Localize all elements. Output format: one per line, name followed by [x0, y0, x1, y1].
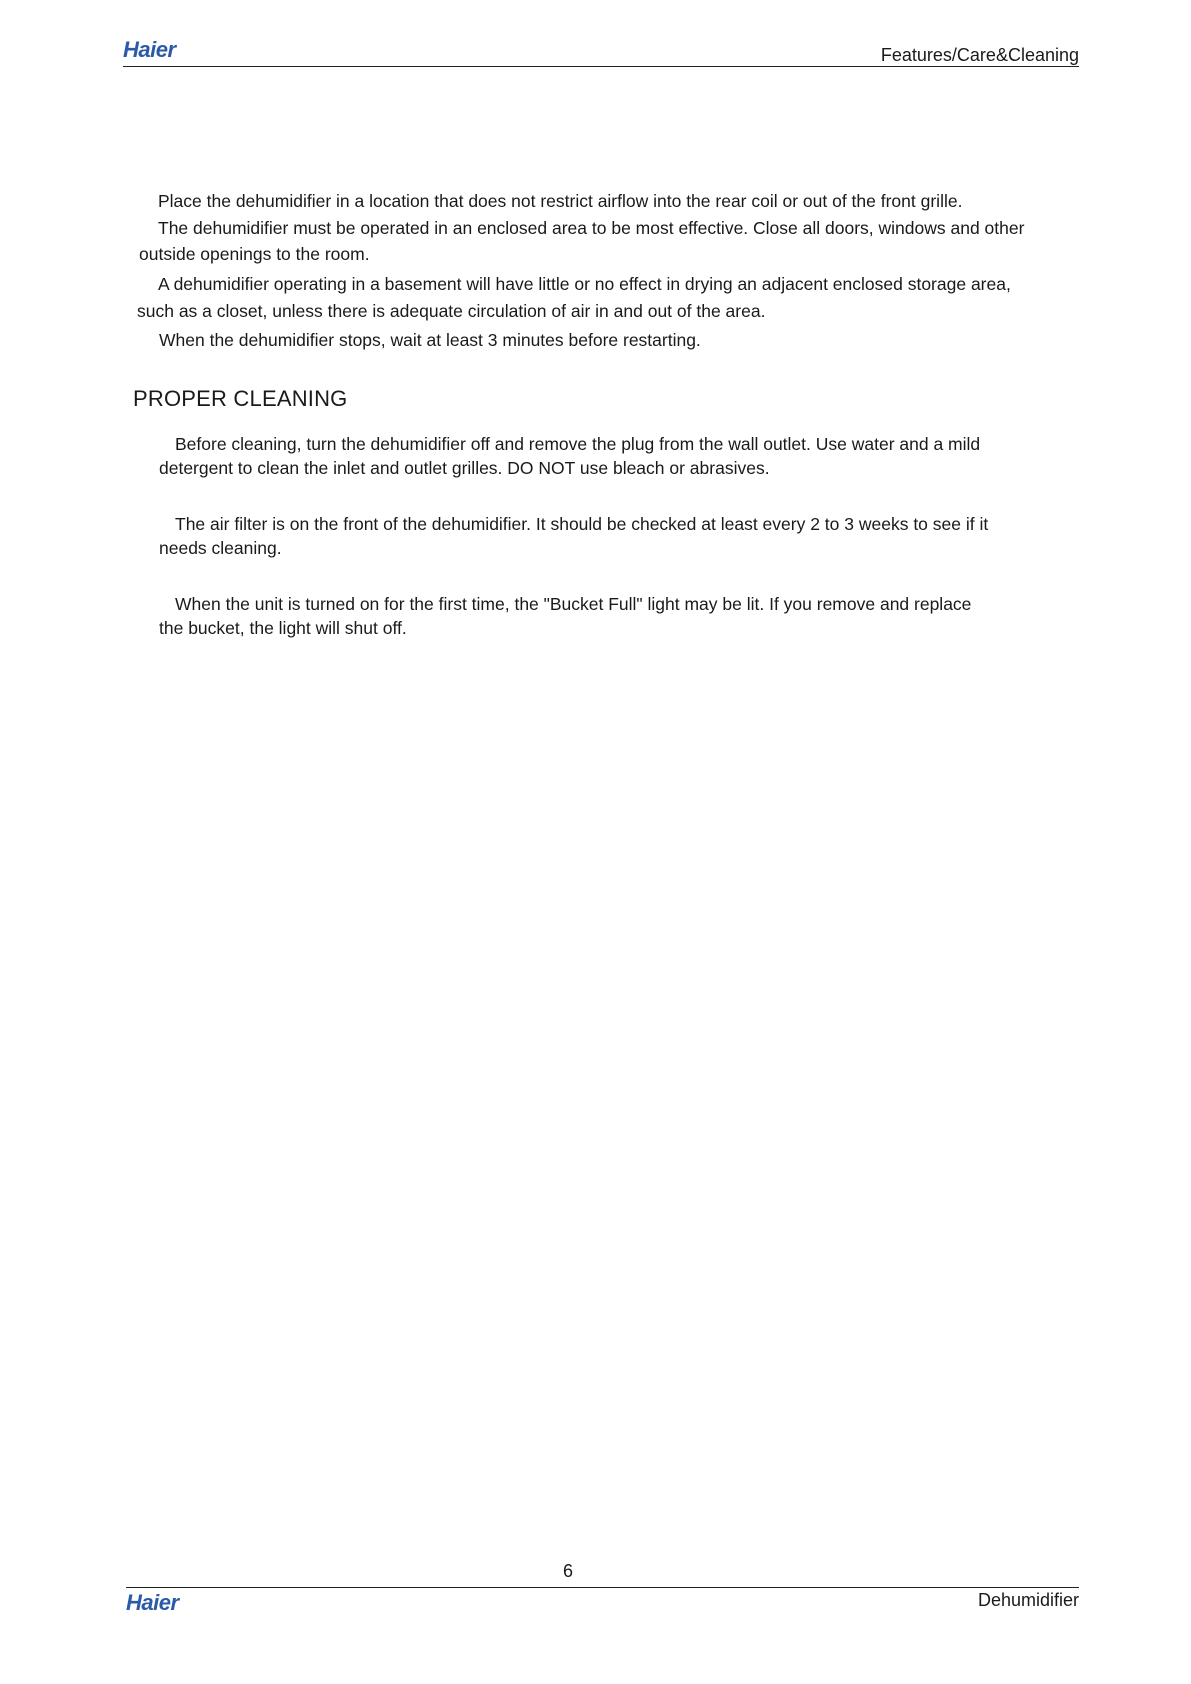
cleaning-paragraph-2-line2: needs cleaning. [159, 538, 282, 558]
paragraph-placement: Place the dehumidifier in a location that does not restrict airflow into the rear coil or out of the front grille. [158, 191, 963, 211]
paragraph-restart: When the dehumidifier stops, wait at least 3 minutes before restarting. [159, 330, 701, 350]
footer-haier-logo: Haier [126, 1590, 179, 1615]
cleaning-paragraph-3-line2: the bucket, the light will shut off. [159, 618, 407, 638]
cleaning-paragraph-2-line1: The air filter is on the front of the dehumidifier. It should be checked at least every 2 to 3 weeks to see if it [175, 514, 989, 534]
cleaning-paragraph-1-line2: detergent to clean the inlet and outlet grilles. DO NOT use bleach or abrasives. [159, 458, 770, 478]
page-header [123, 36, 1079, 67]
footer-product-name: Dehumidifier [977, 1590, 1079, 1610]
cleaning-paragraph-3-line1: When the unit is turned on for the first time, the "Bucket Full" light may be lit. If you remove and replace [175, 594, 972, 614]
paragraph-basement-line1: A dehumidifier operating in a basement will have little or no effect in drying an adjacent enclosed storage area, [158, 274, 1011, 294]
page-footer [126, 1587, 1079, 1618]
paragraph-enclosed-line2: outside openings to the room. [139, 244, 370, 264]
cleaning-paragraph-1-line1: Before cleaning, turn the dehumidifier off and remove the plug from the wall outlet. Use water and a mild [175, 434, 981, 454]
paragraph-enclosed-line1: The dehumidifier must be operated in an enclosed area to be most effective. Close all doors, windows and other [158, 218, 1025, 238]
section-heading: PROPER CLEANING [133, 386, 348, 411]
page-number: 6 [563, 1561, 574, 1581]
haier-logo: Haier [123, 37, 176, 62]
paragraph-basement-line2: such as a closet, unless there is adequate circulation of air in and out of the area. [137, 301, 766, 321]
section-title: Features/Care&Cleaning [880, 45, 1079, 65]
